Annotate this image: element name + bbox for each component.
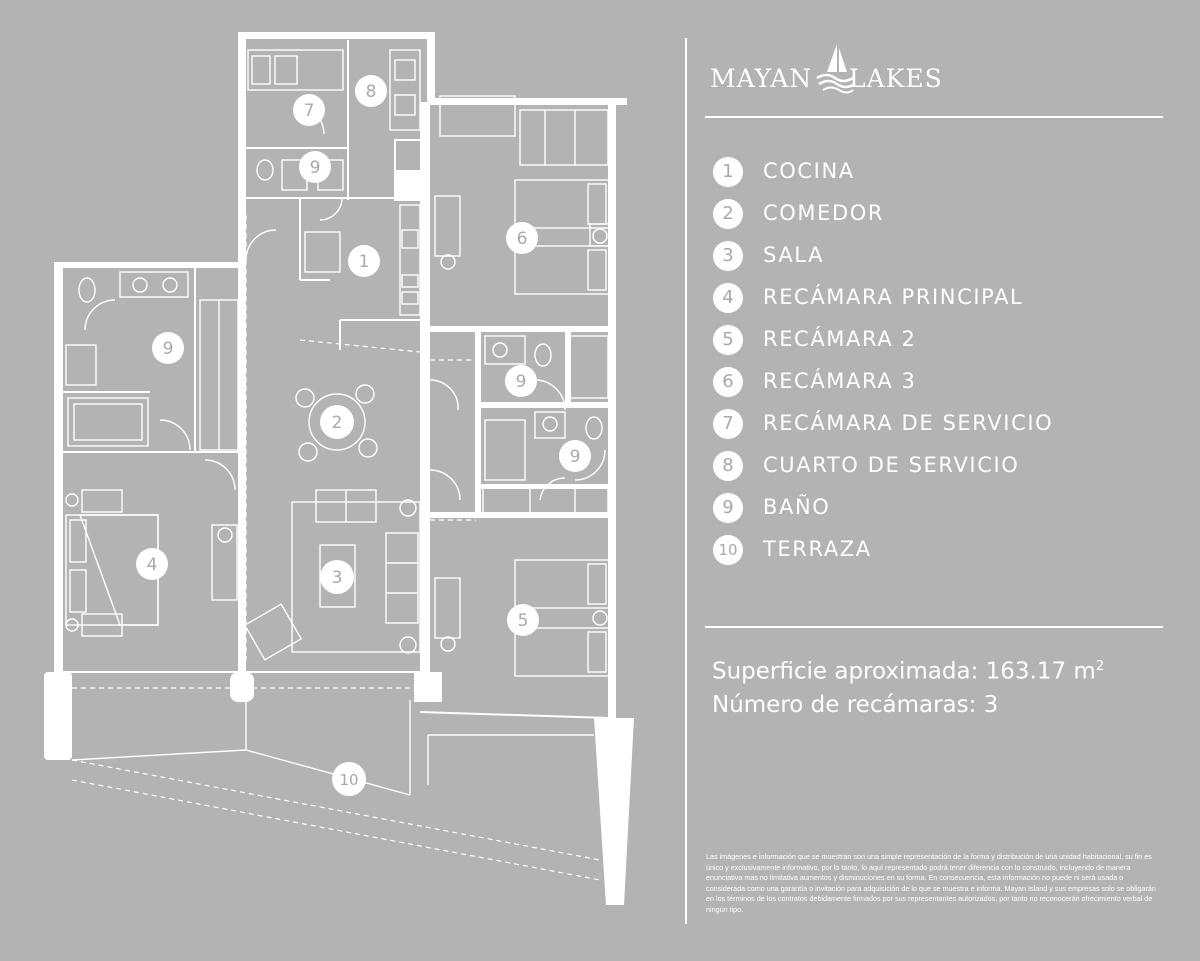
legend-number: 6 bbox=[713, 367, 743, 397]
legend-item-10 bbox=[713, 535, 1163, 565]
marker-room-9-lower bbox=[559, 440, 591, 472]
legend-number: 9 bbox=[713, 493, 743, 523]
legend-label: RECÁMARA PRINCIPAL bbox=[763, 285, 1024, 309]
marker-room-1 bbox=[348, 245, 380, 277]
legend-item-7 bbox=[713, 409, 1163, 439]
logo-word-right: LAKES bbox=[849, 64, 943, 93]
bottom-divider bbox=[705, 626, 1163, 628]
legend-label: RECÁMARA 2 bbox=[763, 327, 917, 351]
legend-label: SALA bbox=[763, 243, 825, 267]
legend-number: 8 bbox=[713, 451, 743, 481]
svg-text:9: 9 bbox=[569, 447, 581, 467]
legend-number: 10 bbox=[713, 535, 743, 565]
marker-room-9-upper bbox=[505, 365, 537, 397]
marker-room-8 bbox=[355, 75, 387, 107]
legend-label: TERRAZA bbox=[763, 537, 872, 561]
legend-item-1 bbox=[713, 157, 1163, 187]
svg-text:1: 1 bbox=[358, 252, 370, 272]
legend-label: CUARTO DE SERVICIO bbox=[763, 453, 1020, 477]
svg-text:3: 3 bbox=[331, 568, 343, 588]
svg-text:9: 9 bbox=[309, 158, 321, 178]
legend-label: COCINA bbox=[763, 159, 855, 183]
svg-text:4: 4 bbox=[146, 555, 158, 575]
legend-number: 1 bbox=[713, 157, 743, 187]
surface-area-unit-exponent: 2 bbox=[1095, 659, 1105, 674]
legend-label: RECÁMARA DE SERVICIO bbox=[763, 411, 1054, 435]
legend-number: 4 bbox=[713, 283, 743, 313]
marker-room-10 bbox=[332, 762, 366, 796]
unit-summary bbox=[712, 650, 1104, 722]
legal-disclaimer: Las imágenes e información que se muestran son una simple representación de la forma y distribución de una unidad habitacional, su fin es único y exclusivamente informativo, por lo tanto, lo aquí representado podrá tener diferencia con lo construido, incluyendo de manera enunciativa mas no limitativa aumentos y disminuciones en su forma. En consecuencia, esta información no puede ni será usada o considerada como una garantía o invitación para adquisición de lo que se muestra e informa. Mayan Island y sus empresas solo se obligarán en los términos de los contratos debidamente firmados por sus representantes autorizados, por tanto no reconocerán ofrecimiento verbal de ningún tipo. bbox=[706, 852, 1156, 914]
legend-item-4 bbox=[713, 283, 1163, 313]
svg-text:5: 5 bbox=[517, 611, 529, 631]
svg-text:8: 8 bbox=[365, 82, 377, 102]
bedroom-count: Número de recámaras: 3 bbox=[712, 691, 999, 718]
svg-text:6: 6 bbox=[516, 229, 528, 249]
marker-room-2 bbox=[320, 405, 354, 439]
surface-area bbox=[712, 650, 1104, 689]
marker-room-6 bbox=[506, 222, 538, 254]
svg-text:7: 7 bbox=[303, 101, 315, 121]
legend-label: COMEDOR bbox=[763, 201, 885, 225]
legend-item-5 bbox=[713, 325, 1163, 355]
svg-text:9: 9 bbox=[162, 339, 174, 359]
marker-room-9-master bbox=[152, 332, 184, 364]
marker-room-9-service bbox=[299, 151, 331, 183]
legend-item-2 bbox=[713, 199, 1163, 229]
legend-number: 2 bbox=[713, 199, 743, 229]
legend-number: 7 bbox=[713, 409, 743, 439]
mayan-lakes-logo bbox=[708, 42, 1008, 102]
legend-label: BAÑO bbox=[763, 495, 831, 519]
marker-room-7 bbox=[293, 94, 325, 126]
svg-text:9: 9 bbox=[515, 372, 527, 392]
surface-area-text: Superficie aproximada: 163.17 m bbox=[712, 658, 1096, 685]
marker-room-4 bbox=[136, 548, 168, 580]
legend-item-8 bbox=[713, 451, 1163, 481]
legend-item-3 bbox=[713, 241, 1163, 271]
top-divider bbox=[705, 116, 1163, 118]
legend-label: RECÁMARA 3 bbox=[763, 369, 917, 393]
marker-room-3 bbox=[320, 560, 354, 594]
vertical-divider bbox=[685, 38, 687, 924]
marker-room-5 bbox=[507, 604, 539, 636]
legend-number: 5 bbox=[713, 325, 743, 355]
legend-number: 3 bbox=[713, 241, 743, 271]
legend-item-6 bbox=[713, 367, 1163, 397]
svg-text:2: 2 bbox=[331, 413, 343, 433]
logo-word-left: MAYAN bbox=[710, 64, 813, 93]
svg-text:10: 10 bbox=[339, 771, 359, 789]
legend-item-9 bbox=[713, 493, 1163, 523]
